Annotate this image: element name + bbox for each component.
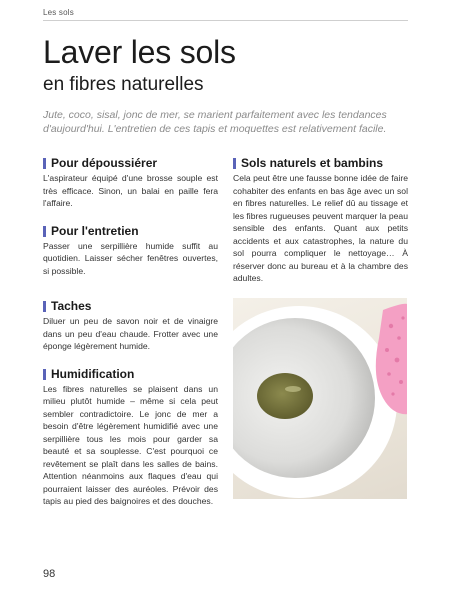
section-heading-text: Pour l'entretien bbox=[51, 223, 139, 238]
accent-bar bbox=[233, 158, 236, 169]
section-text: Les fibres naturelles se plaisent dans un milieu plutôt humide – même si cela peut sembler contradictoire. Le jonc de mer a besoin d'être légèrement humidifié avec une serpillière tous les mois pour garder sa beauté et sa souplesse. C'est pourquoi ce revêtement se plaît dans les salles de bains. Attention néanmoins aux flaques d'eau qui pourraient laisser des auréoles. Prévoir des tapis au pied des baignoires et des douches. bbox=[43, 383, 218, 506]
section-text: Cela peut être une fausse bonne idée de faire cohabiter des enfants en bas âge avec un sol en fibres naturelles. Le relief dû au tissage et les fibres rugueuses peuvent marquer la peau sensible des enfants. Quant aux petits accidents et aux catastrophes, la nature du sol pourra compliquer le nettoyage… À réserver donc au bureau et à la chambre des adultes. bbox=[233, 173, 408, 283]
section-heading-text: Pour dépoussiérer bbox=[51, 156, 158, 170]
soap-highlight bbox=[285, 386, 301, 392]
section-text: Passer une serpillière humide suffit au quotidien. Laisser sécher fenêtres ouvertes, si possible. bbox=[43, 240, 218, 276]
section-bambins bbox=[233, 156, 408, 285]
section-heading-text: Taches bbox=[51, 299, 92, 313]
section-heading bbox=[43, 224, 218, 239]
section-heading bbox=[43, 367, 218, 382]
photo-soap-bowl-sponge bbox=[233, 298, 407, 499]
left-column bbox=[43, 156, 218, 522]
section-text: Diluer un peu de savon noir et de vinaigre dans un peu d'eau chaude. Frotter avec une éponge légèrement humide. bbox=[43, 316, 218, 351]
page-subtitle: en fibres naturelles bbox=[43, 74, 204, 95]
section-depoussierer bbox=[43, 156, 218, 210]
section-text: L'aspirateur équipé d'une brosse souple est très efficace. Sinon, un balai en paille fera l'affaire. bbox=[43, 173, 218, 208]
right-column bbox=[233, 156, 408, 299]
section-heading bbox=[43, 156, 218, 171]
section-heading-text: Humidification bbox=[51, 366, 135, 381]
section-humidification bbox=[43, 367, 218, 508]
running-head: Les sols bbox=[43, 8, 74, 17]
accent-bar bbox=[43, 226, 46, 237]
section-heading bbox=[233, 156, 408, 171]
black-soap bbox=[257, 373, 313, 419]
accent-bar bbox=[43, 301, 46, 312]
photo-illustration bbox=[233, 298, 407, 499]
intro-paragraph: Jute, coco, sisal, jonc de mer, se marient parfaitement avec les tendances d'aujourd'hui. L'entretien de ces tapis et moquettes est relativement facile. bbox=[43, 109, 387, 135]
page-title: Laver les sols bbox=[43, 34, 236, 70]
accent-bar bbox=[43, 369, 46, 380]
section-taches bbox=[43, 299, 218, 353]
section-heading bbox=[43, 299, 218, 314]
section-heading-text: Sols naturels et bambins bbox=[241, 156, 384, 170]
accent-bar bbox=[43, 158, 46, 169]
section-entretien bbox=[43, 224, 218, 278]
header-rule bbox=[43, 20, 408, 21]
page-number: 98 bbox=[43, 568, 56, 580]
